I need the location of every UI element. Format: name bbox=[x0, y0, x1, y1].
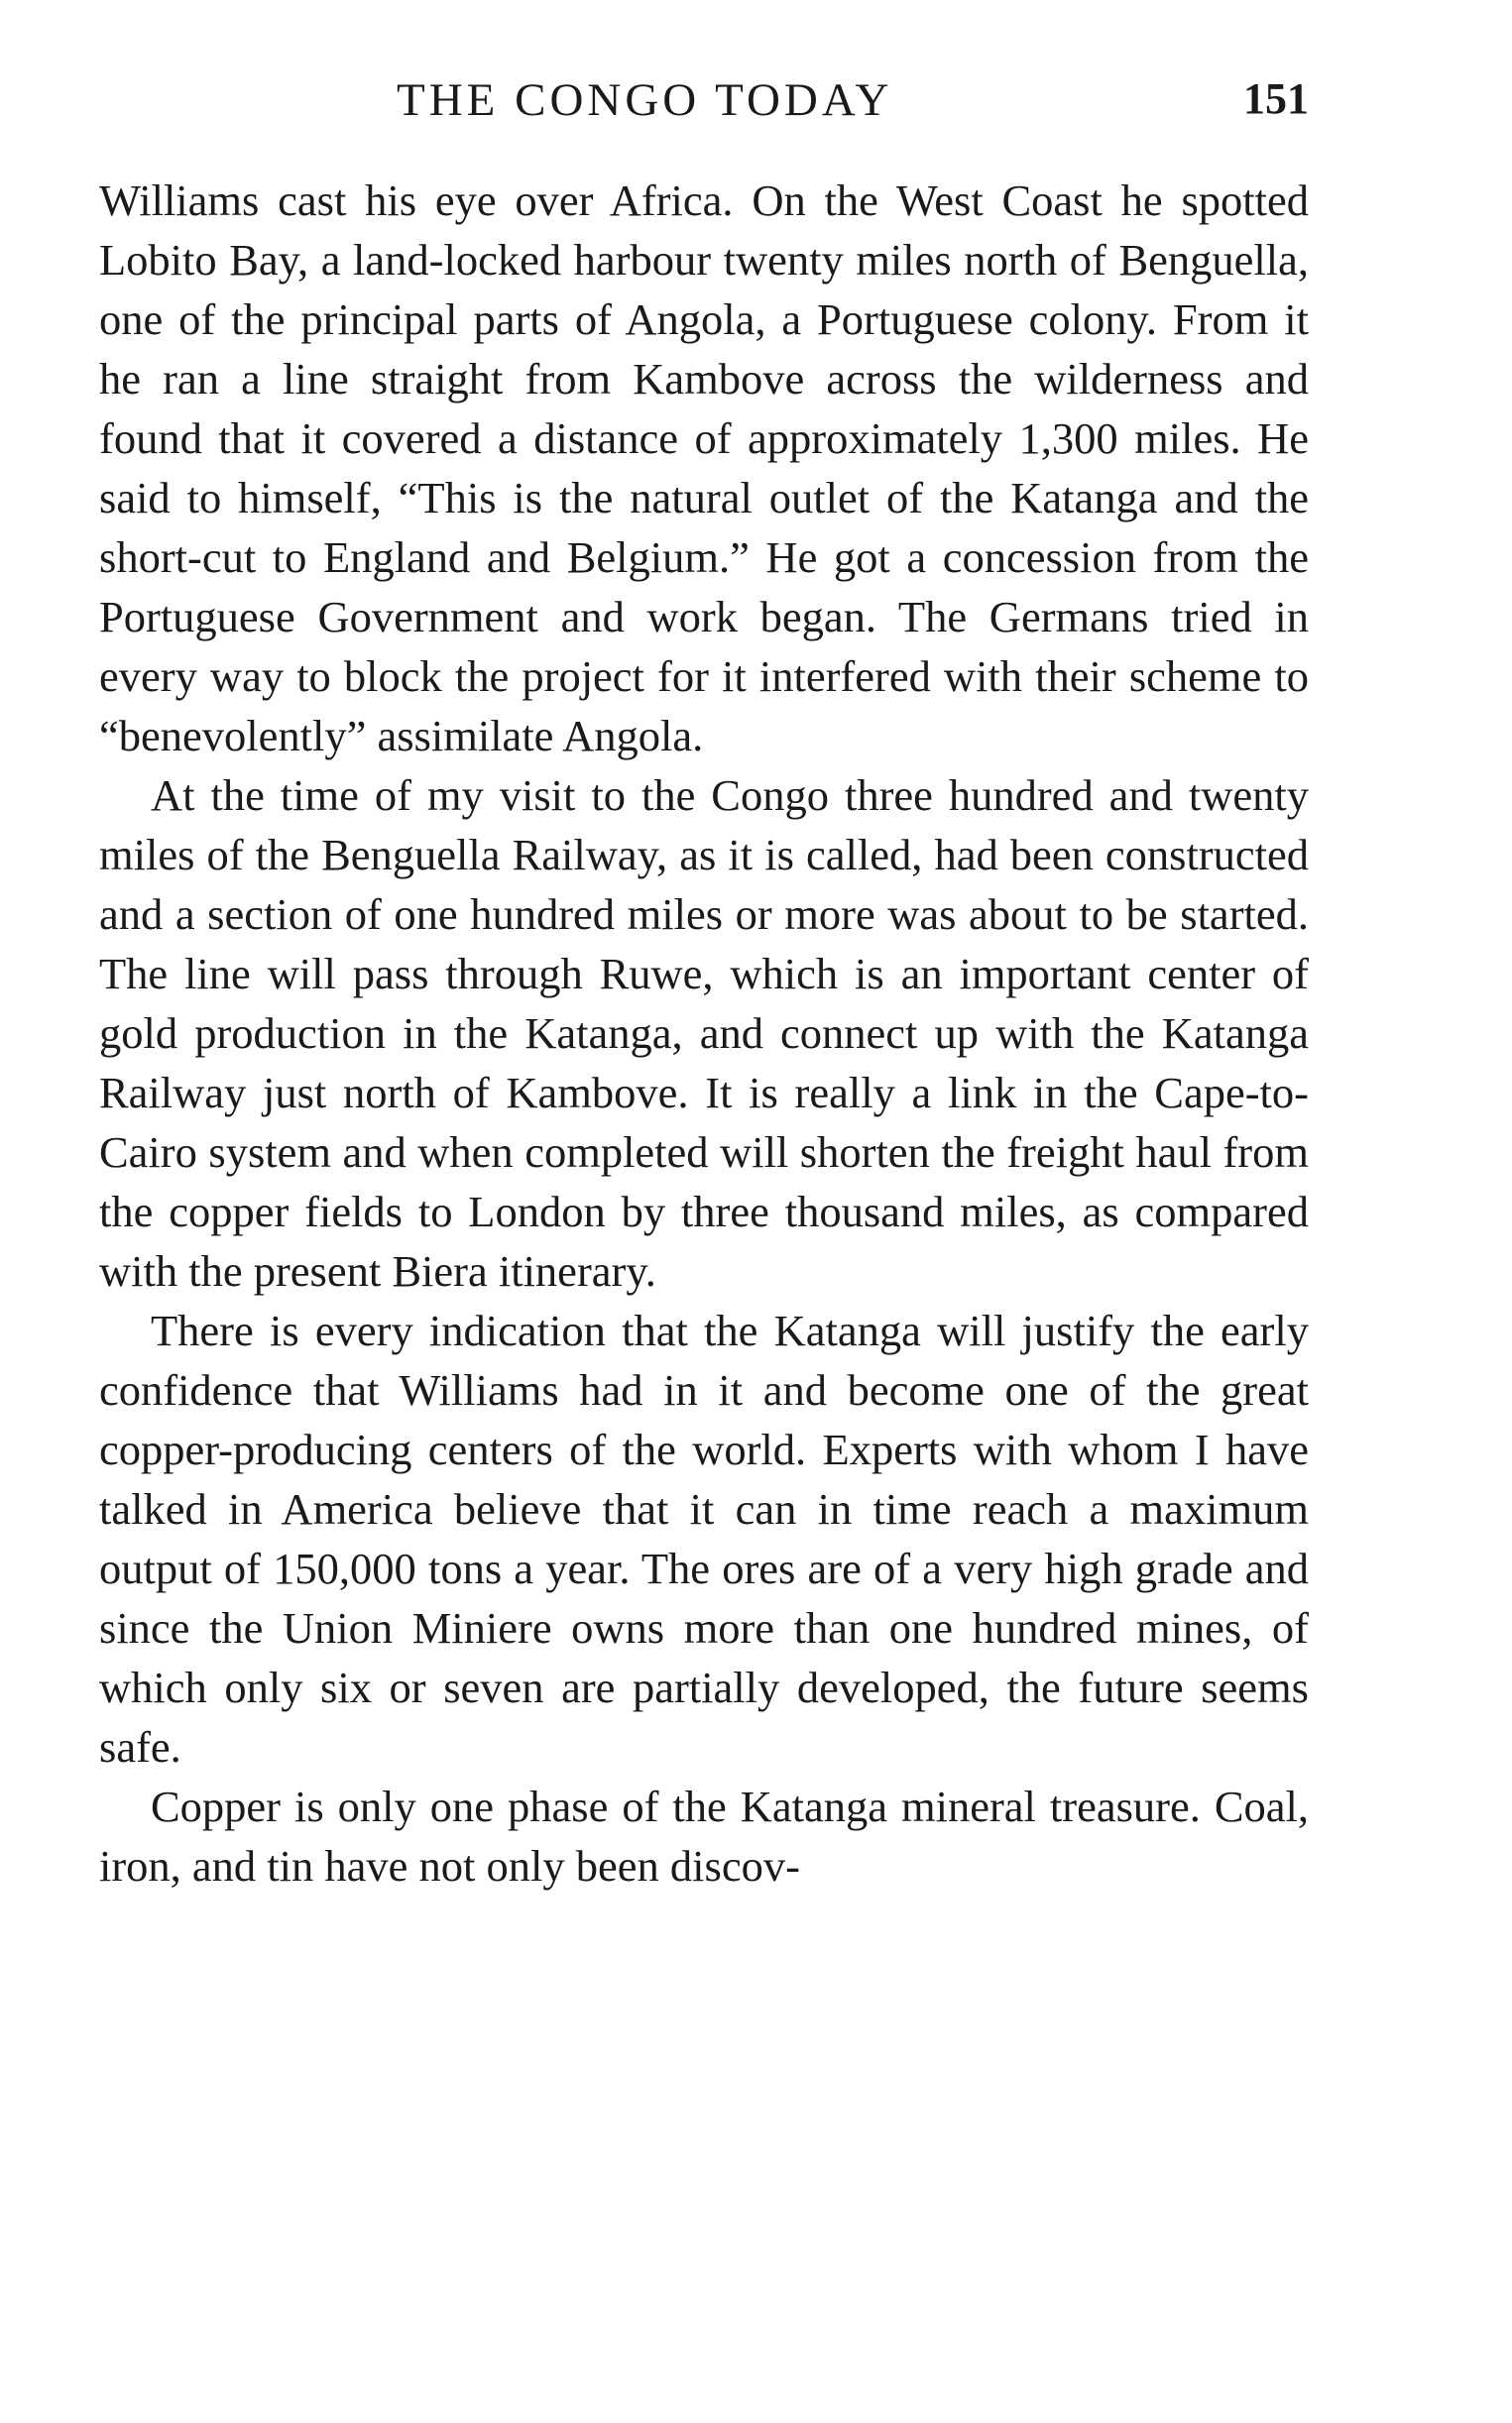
paragraph-continued: Williams cast his eye over Africa. On the West Coast he spotted Lobito Bay, a land-locked harbour twenty miles north of Benguella, one of the principal parts of Angola, a Portuguese colony. From it he ran a line straight from Kambove across the wilderness and found that it covered a distance of approximately 1,300 miles. He said to himself, “This is the natural outlet of the Katanga and the short-cut to England and Belgium.” He got a concession from the Portuguese Government and work began. The Germans tried in every way to block the project for it interfered with their scheme to “benevolently” assimilate Angola. bbox=[99, 175, 1309, 760]
paragraph: At the time of my visit to the Congo three hundred and twenty miles of the Benguella Railway, as it is called, had been constructed and a section of one hundred miles or more was about to be started. The line will pass through Ruwe, which is an important center of gold production in the Katanga, and connect up with the Katanga Railway just north of Kambove. It is really a link in the Cape-to-Cairo system and when completed will shorten the freight haul from the copper fields to London by three thousand miles, as compared with the present Biera itinerary. bbox=[99, 770, 1309, 1296]
paragraph: Copper is only one phase of the Katanga mineral treasure. Coal, iron, and tin have not only been discov- bbox=[99, 1782, 1309, 1891]
running-title: THE CONGO TODAY bbox=[397, 74, 893, 126]
page-number: 151 bbox=[1243, 74, 1309, 123]
body-text bbox=[99, 171, 1309, 1896]
paragraph: There is every indication that the Katanga will justify the early confidence that Williams had in it and become one of the great copper-producing centers of the world. Experts with whom I have talked in America believe that it can in time reach a maximum output of 150,000 tons a year. The ores are of a very high grade and since the Union Miniere owns more than one hundred mines, of which only six or seven are partially developed, the future seems safe. bbox=[99, 1306, 1309, 1772]
running-head bbox=[99, 73, 1309, 133]
